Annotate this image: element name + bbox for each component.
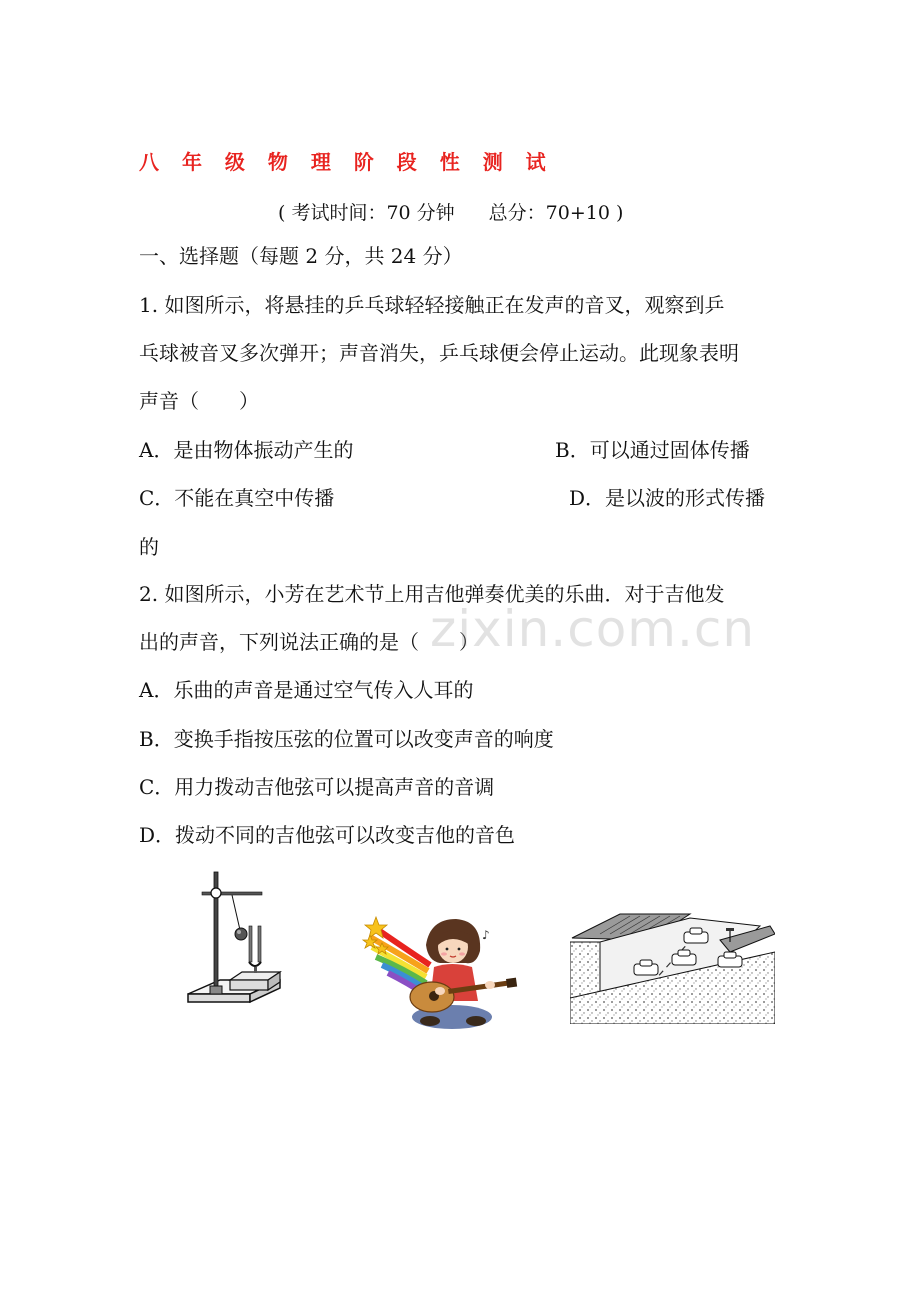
q1-stem-line1: 1. 如图所示，将悬挂的乒乓球轻轻接触正在发声的音叉，观察到乒 [139,293,725,317]
q1-option-b: B．可以通过固体传播 [555,438,750,462]
guitar-girl-figure [360,905,520,1035]
exam-info [278,198,623,225]
svg-text:♪: ♪ [482,928,490,942]
exam-time: ( 考试时间：70 分钟 [278,202,455,224]
tuning-fork-figure [180,868,290,1010]
q1-stem-line3: 声音（ ） [139,389,259,413]
exam-total-score: 总分：70+10 ) [488,202,624,224]
q1-option-a: A．是由物体振动产生的 [139,438,354,462]
q2-stem-line2: 出的声音，下列说法正确的是（ ） [139,630,479,654]
section-heading: 一、选择题（每题 2 分，共 24 分） [139,244,463,268]
road-barrier-figure [570,912,775,1024]
q1-option-c: C．不能在真空中传播 [139,486,335,510]
q2-option-b: B．变换手指按压弦的位置可以改变声音的响度 [139,727,554,751]
page-title: 八 年 级 物 理 阶 段 性 测 试 [139,150,554,174]
watermark: zixin.com.cn [430,600,756,658]
q1-option-d: D．是以波的形式传播 [569,486,766,510]
q2-option-c: C．用力拨动吉他弦可以提高声音的音调 [139,775,495,799]
q2-option-a: A．乐曲的声音是通过空气传入人耳的 [139,678,474,702]
q1-option-d-tail: 的 [139,535,159,559]
q1-stem-line2: 乓球被音叉多次弹开；声音消失，乒乓球便会停止运动。此现象表明 [139,341,739,365]
q2-stem-line1: 2. 如图所示，小芳在艺术节上用吉他弹奏优美的乐曲．对于吉他发 [139,582,725,606]
q2-option-d: D．拨动不同的吉他弦可以改变吉他的音色 [139,823,516,847]
